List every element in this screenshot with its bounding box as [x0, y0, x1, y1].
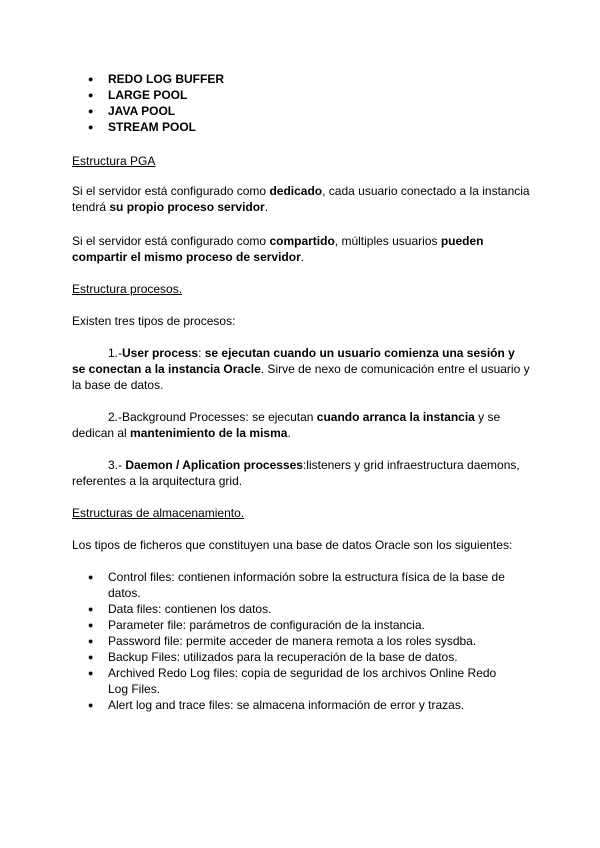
procesos-heading: Estructura procesos. — [72, 282, 183, 296]
almacenamiento-heading: Estructuras de almacenamiento. — [72, 506, 245, 520]
procesos-intro: Existen tres tipos de procesos: — [72, 314, 236, 328]
background-process-paragraph: 2.-Background Processes: se ejecutan cuando arranca la instancia y se dedican al mantenimiento de la misma. — [72, 410, 501, 440]
pga-paragraph-dedicated: Si el servidor está configurado como dedicado, cada usuario conectado a la instancia tendrá su propio proceso servidor. — [72, 184, 530, 214]
pga-paragraph-shared: Si el servidor está configurado como compartido, múltiples usuarios pueden compartir el mismo proceso de servidor. — [72, 234, 484, 264]
list-item: ● Password file: permite acceder de manera remota a los roles sysdba. — [0, 633, 518, 649]
almacenamiento-intro: Los tipos de ficheros que constituyen una base de datos Oracle son los siguientes: — [72, 538, 513, 552]
list-item: ● Parameter file: parámetros de configuración de la instancia. — [0, 617, 518, 633]
list-item: ● STREAM POOL — [0, 119, 518, 135]
user-process-paragraph: 1.-User process: se ejecutan cuando un usuario comienza una sesión y se conectan a la instancia Oracle. Sirve de nexo de comunicación entre el usuario y la base de datos. — [72, 346, 530, 392]
list-item: ● REDO LOG BUFFER — [0, 71, 518, 87]
memory-structures-list — [0, 71, 518, 135]
list-item: ● Archived Redo Log files: copia de seguridad de los archivos Online Redo Log Files. — [0, 665, 518, 697]
list-item: ● Control files: contienen información sobre la estructura física de la base de datos. — [0, 569, 518, 601]
list-item: ● Backup Files: utilizados para la recuperación de la base de datos. — [0, 649, 518, 665]
file-types-list — [0, 569, 518, 713]
list-item: ● Data files: contienen los datos. — [0, 601, 518, 617]
daemon-process-paragraph: 3.- Daemon / Aplication processes:listeners y grid infraestructura daemons, referentes a la arquitectura grid. — [72, 458, 520, 488]
pga-heading: Estructura PGA — [72, 154, 156, 168]
list-item: ● Alert log and trace files: se almacena información de error y trazas. — [0, 697, 518, 713]
list-item: ● JAVA POOL — [0, 103, 518, 119]
list-item: ● LARGE POOL — [0, 87, 518, 103]
